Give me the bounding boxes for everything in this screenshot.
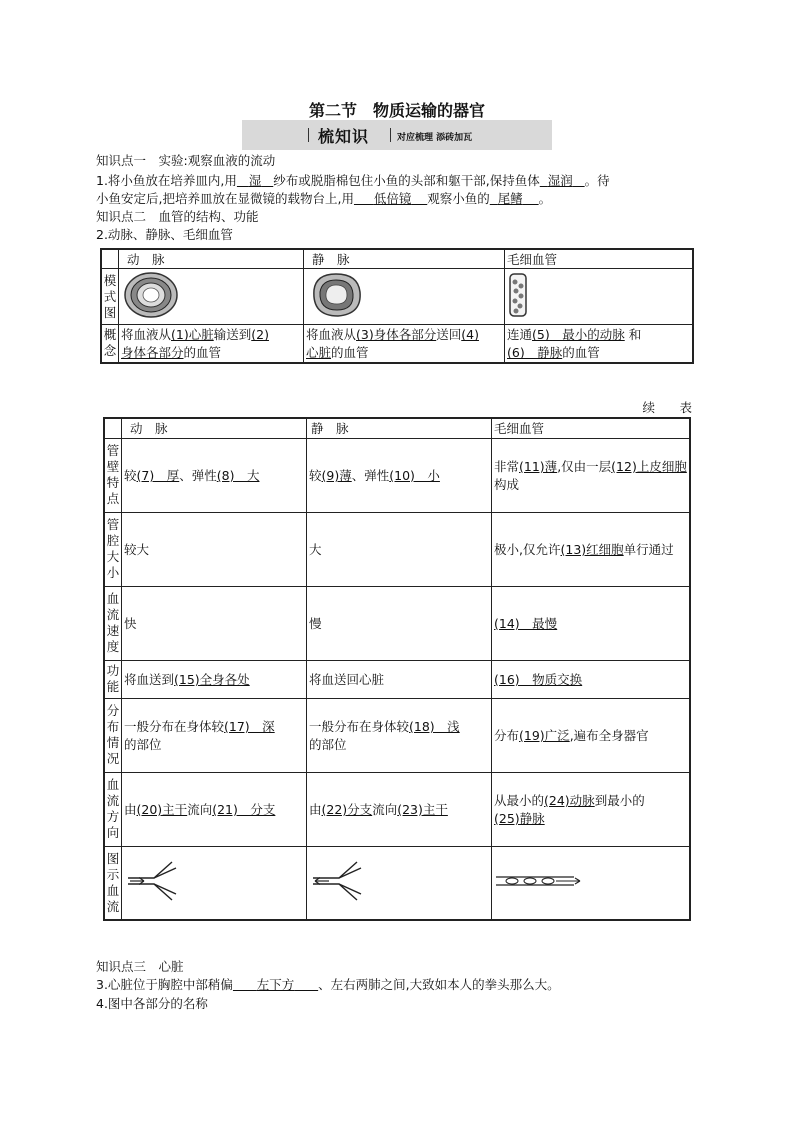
- artery-cell: 快: [122, 586, 307, 660]
- vessel-table-1: [100, 248, 694, 364]
- text: 1.将小鱼放在培养皿内,用: [96, 173, 237, 188]
- header-capillary: 毛细血管: [492, 418, 691, 438]
- vein-cell: 较(9)薄、弹性(10) 小: [307, 438, 492, 512]
- header-capillary: 毛细血管: [505, 249, 694, 269]
- blank-answer: 左下方: [256, 977, 295, 992]
- text: 、左右两肺之间,大致如本人的拳头那么大。: [318, 977, 560, 992]
- vein-cell: 由(22)分支流向(23)主干: [307, 772, 492, 846]
- vein-flow-icon: [309, 858, 369, 904]
- banner-main: 梳知识: [318, 127, 370, 146]
- table-row: [104, 512, 690, 586]
- blank-answer: 尾鳍: [497, 191, 523, 206]
- text: 。待: [584, 173, 610, 188]
- capillary-model-image: [505, 269, 694, 325]
- artery-concept: 将血液从(1)心脏输送到(2) 身体各部分的血管: [119, 325, 304, 363]
- kp3-line3: [96, 976, 560, 994]
- capillary-cell: (14) 最慢: [492, 586, 691, 660]
- row-label-concept: 概念: [101, 325, 119, 363]
- capillary-cell: 分布(19)广泛,遍布全身器官: [492, 698, 691, 772]
- kp1-line1: [96, 172, 610, 190]
- kp3-heading: 知识点三 心脏: [96, 959, 184, 974]
- kp1-line2: [96, 190, 551, 208]
- artery-flow-icon: [124, 858, 184, 904]
- kp2-heading: 知识点二 血管的结构、功能: [96, 209, 259, 224]
- artery-cross-section-icon: [121, 270, 181, 320]
- page-title: 第二节 物质运输的器官: [308, 101, 485, 120]
- table-row: [104, 660, 690, 698]
- banner-sub: 对应梳理 添砖加瓦: [397, 133, 473, 143]
- artery-cell: 一般分布在身体较(17) 深 的部位: [122, 698, 307, 772]
- table-row: [104, 846, 690, 920]
- artery-cell: 较(7) 厚、弹性(8) 大: [122, 438, 307, 512]
- capillary-flow-diagram: [492, 846, 691, 920]
- row-label: 分布情况: [104, 698, 122, 772]
- row-label: 血流速度: [104, 586, 122, 660]
- vein-flow-diagram: [307, 846, 492, 920]
- capillary-concept: 连通(5) 最小的动脉 和 (6) 静脉的血管: [505, 325, 694, 363]
- vein-cross-section-icon: [306, 270, 366, 320]
- kp2-sub: 2.动脉、静脉、毛细血管: [96, 227, 233, 242]
- row-label: 图示血流: [104, 846, 122, 920]
- artery-model-image: [119, 269, 304, 325]
- capillary-flow-icon: [494, 858, 584, 904]
- row-label-model: 模式图: [101, 269, 119, 325]
- vein-cell: 将血送回心脏: [307, 660, 492, 698]
- artery-cell: 较大: [122, 512, 307, 586]
- table-row: [104, 586, 690, 660]
- artery-cell: 由(20)主干流向(21) 分支: [122, 772, 307, 846]
- kp1-heading: 知识点一 实验:观察血液的流动: [96, 153, 276, 168]
- table-row: [104, 698, 690, 772]
- section-banner: [242, 120, 552, 150]
- vein-cell: 慢: [307, 586, 492, 660]
- vein-cell: 一般分布在身体较(18) 浅 的部位: [307, 698, 492, 772]
- text: 小鱼安定后,把培养皿放在显微镜的载物台上,用: [96, 191, 354, 206]
- continued-label: 续 表: [642, 400, 698, 415]
- corner-cell: [104, 418, 122, 438]
- text: 。: [538, 191, 552, 206]
- blank-answer: 低倍镜: [373, 191, 412, 206]
- vein-concept: 将血液从(3)身体各部分送回(4) 心脏的血管: [304, 325, 505, 363]
- blank-answer: 湿: [248, 173, 262, 188]
- blank-answer: 湿润: [547, 173, 573, 188]
- text: 3.心脏位于胸腔中部稍偏: [96, 977, 233, 992]
- text: 纱布或脱脂棉包住小鱼的头部和躯干部,保持鱼体: [273, 173, 540, 188]
- table-row: [104, 438, 690, 512]
- capillary-cell: 极小,仅允许(13)红细胞单行通过: [492, 512, 691, 586]
- capillary-icon: [507, 270, 531, 320]
- corner-cell: [101, 249, 119, 269]
- header-artery: 动 脉: [119, 249, 304, 269]
- vein-cell: 大: [307, 512, 492, 586]
- capillary-cell: 从最小的(24)动脉到最小的 (25)静脉: [492, 772, 691, 846]
- row-label: 管腔大小: [104, 512, 122, 586]
- header-vein: 静 脉: [304, 249, 505, 269]
- row-label: 血流方向: [104, 772, 122, 846]
- vein-model-image: [304, 269, 505, 325]
- artery-flow-diagram: [122, 846, 307, 920]
- vessel-table-2: [103, 417, 691, 921]
- banner-divider: [308, 128, 309, 142]
- banner-divider: [390, 128, 391, 142]
- artery-cell: 将血送到(15)全身各处: [122, 660, 307, 698]
- capillary-cell: (16) 物质交换: [492, 660, 691, 698]
- text: 观察小鱼的: [427, 191, 490, 206]
- kp3-line4: 4.图中各部分的名称: [96, 996, 208, 1011]
- table-row: [104, 772, 690, 846]
- capillary-cell: 非常(11)薄,仅由一层(12)上皮细胞构成: [492, 438, 691, 512]
- row-label: 管壁特点: [104, 438, 122, 512]
- row-label: 功能: [104, 660, 122, 698]
- header-vein: 静 脉: [307, 418, 492, 438]
- header-artery: 动 脉: [122, 418, 307, 438]
